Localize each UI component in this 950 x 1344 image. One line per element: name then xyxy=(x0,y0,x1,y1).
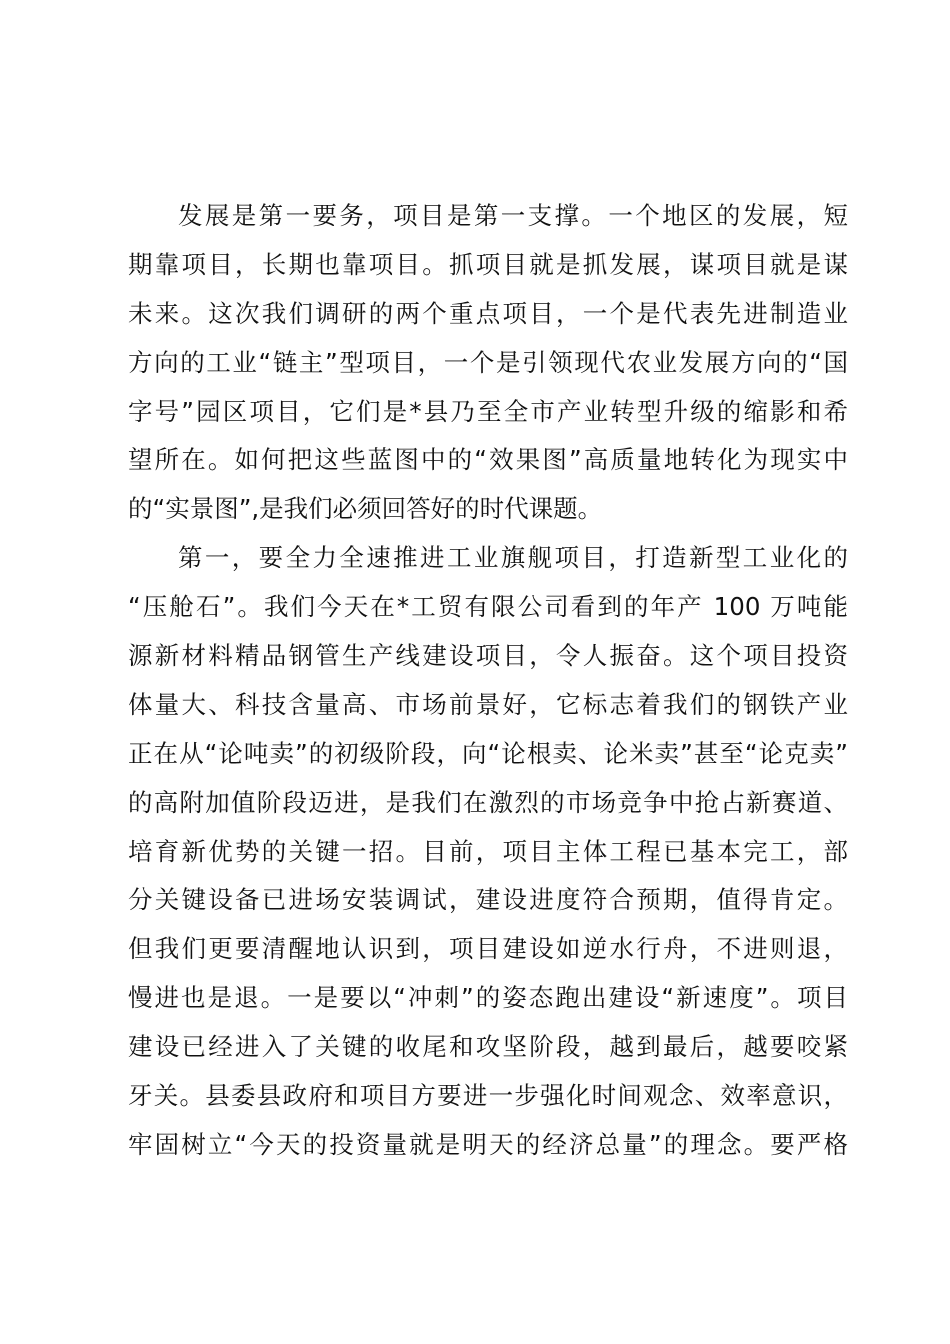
text-line: 正在从“论吨卖”的初级阶段，向“论根卖、论米卖”甚至“论克卖” xyxy=(128,738,848,768)
text-line: 发展是第一要务，项目是第一支撑。一个地区的发展，短 xyxy=(178,201,848,230)
text-line: 方向的工业“链主”型项目，一个是引领现代农业发展方向的“国 xyxy=(128,347,848,377)
text-line: 但我们更要清醒地认识到，项目建设如逆水行舟，不进则退， xyxy=(128,934,848,964)
paragraph-first-point xyxy=(128,534,848,1170)
text-line: 望所在。如何把这些蓝图中的“效果图”高质量地转化为现实中 xyxy=(128,445,848,475)
text-line: 未来。这次我们调研的两个重点项目，一个是代表先进制造业 xyxy=(128,298,848,328)
text-line: 牙关。县委县政府和项目方要进一步强化时间观念、效率意识， xyxy=(128,1081,848,1111)
text-line: 源新材料精品钢管生产线建设项目，令人振奋。这个项目投资 xyxy=(128,641,848,671)
text-line: 慢进也是退。一是要以“冲刺”的姿态跑出建设“新速度”。项目 xyxy=(128,983,848,1013)
text-line: 建设已经进入了关键的收尾和攻坚阶段，越到最后，越要咬紧 xyxy=(128,1032,848,1062)
document-body xyxy=(128,192,848,1170)
text-line: 的“实景图”,是我们必须回答好的时代课题。 xyxy=(128,494,603,524)
text-line: 字号”园区项目，它们是*县乃至全市产业转型升级的缩影和希 xyxy=(128,396,848,426)
text-line: 分关键设备已进场安装调试，建设进度符合预期，值得肯定。 xyxy=(128,885,848,915)
text-line: 第一，要全力全速推进工业旗舰项目，打造新型工业化的 xyxy=(178,543,848,573)
text-line: 期靠项目，长期也靠项目。抓项目就是抓发展，谋项目就是谋 xyxy=(128,249,848,279)
text-line: 培育新优势的关键一招。目前，项目主体工程已基本完工，部 xyxy=(128,836,848,866)
text-line: 体量大、科技含量高、市场前景好，它标志着我们的钢铁产业 xyxy=(128,689,848,719)
text-line: 的高附加值阶段迈进，是我们在激烈的市场竞争中抢占新赛道、 xyxy=(128,787,848,817)
text-line: 牢固树立“今天的投资量就是明天的经济总量”的理念。要严格 xyxy=(128,1129,848,1159)
paragraph-intro xyxy=(128,192,848,534)
text-line: “压舱石”。我们今天在*工贸有限公司看到的年产 100 万吨能 xyxy=(128,592,848,622)
